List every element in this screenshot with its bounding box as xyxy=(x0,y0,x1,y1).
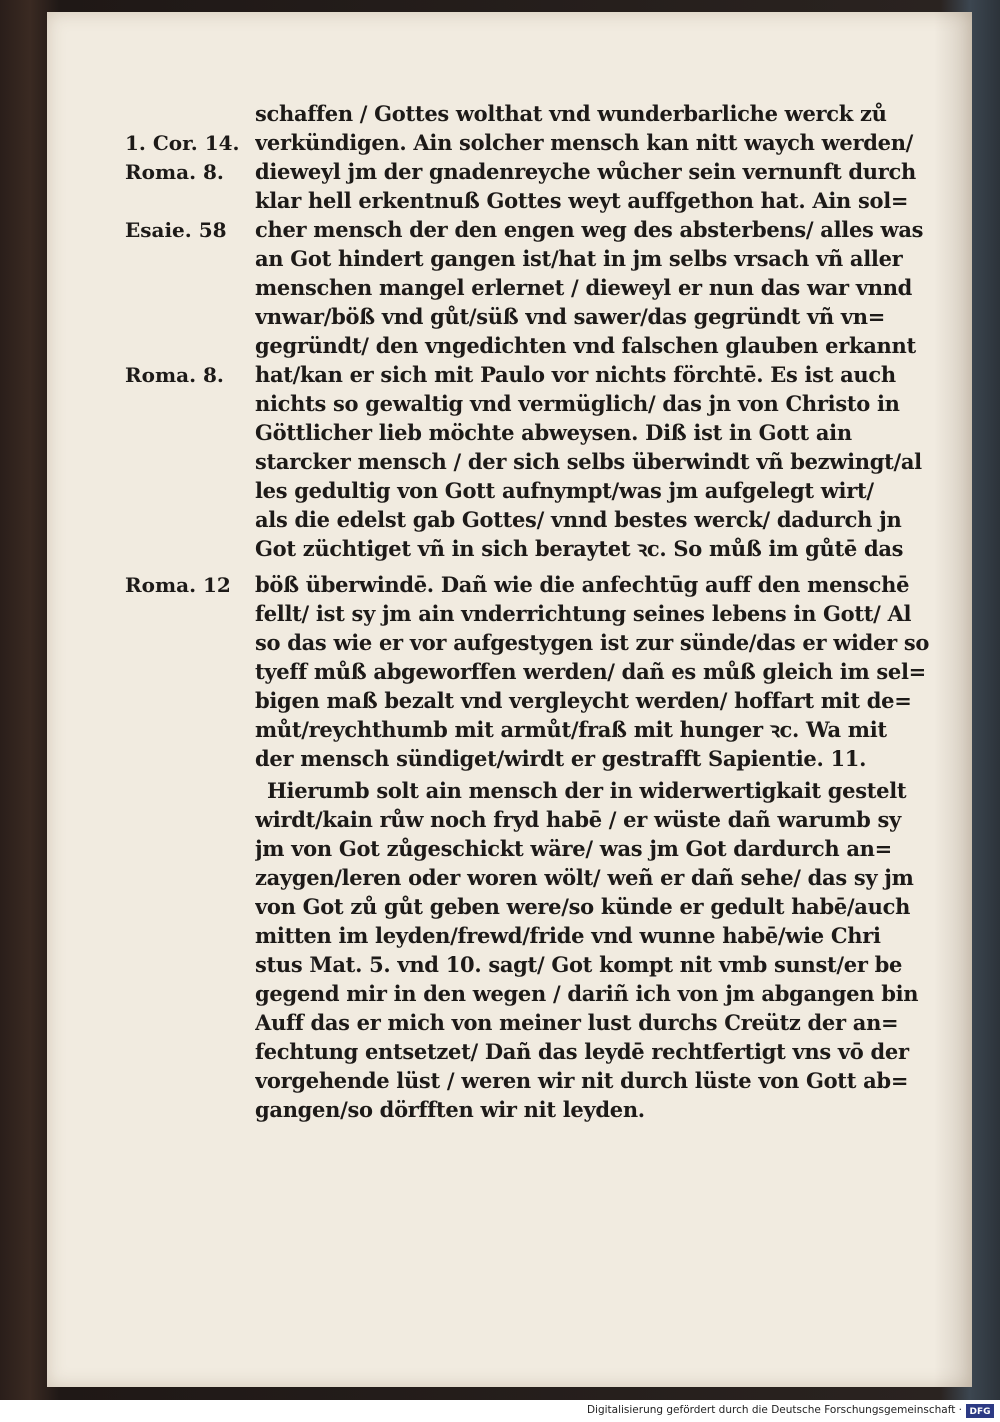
text-line: von Got zů gůt geben were/so künde er gedult habē/auch xyxy=(255,894,911,919)
text-line: starcker mensch / der sich selbs überwindt vñ bezwingt/al xyxy=(255,449,922,474)
text-line: cher mensch der den engen weg des absterbens/ alles was xyxy=(255,217,924,242)
text-line: verkündigen. Ain solcher mensch kan nitt waych werden/ xyxy=(255,130,914,155)
paragraph-start-line: Hierumb solt ain mensch der in widerwertigkait gestelt xyxy=(267,778,907,803)
dfg-logo: DFG xyxy=(966,1404,994,1418)
text-line: gangen/so dörfften wir nit leyden. xyxy=(255,1097,645,1122)
text-line: jm von Got zůgeschickt wäre/ was jm Got dardurch an= xyxy=(255,836,892,861)
text-line: böß überwindē. Dañ wie die anfechtūg auff den menschē xyxy=(255,572,910,597)
margin-note: Roma. 8. xyxy=(125,160,224,184)
margin-note: Roma. 12 xyxy=(125,573,231,597)
text-line: tyeff můß abgeworffen werden/ dañ es můß gleich im sel= xyxy=(255,659,926,684)
funding-notice: Digitalisierung gefördert durch die Deutsche Forschungsgemeinschaft · xyxy=(586,1404,962,1416)
text-line: bigen maß bezalt vnd vergleycht werden/ hoffart mit de= xyxy=(255,688,912,713)
text-line: les gedultig von Gott aufnympt/was jm aufgelegt wirt/ xyxy=(255,478,874,503)
footer-bar xyxy=(0,1400,1000,1422)
text-line: fechtung entsetzet/ Dañ das leydē rechtfertigt vns vō der xyxy=(255,1039,909,1064)
text-line: zaygen/leren oder woren wölt/ weñ er dañ sehe/ das sy jm xyxy=(255,865,914,890)
text-line: menschen mangel erlernet / dieweyl er nun das war vnnd xyxy=(255,275,913,300)
text-line: gegend mir in den wegen / dariñ ich von jm abgangen bin xyxy=(255,981,919,1006)
text-line: gegründt/ den vngedichten vnd falschen glauben erkannt xyxy=(255,333,916,358)
text-line: schaffen / Gottes wolthat vnd wunderbarliche werck zů xyxy=(255,101,887,126)
margin-note: Esaie. 58 xyxy=(125,218,227,242)
text-line: mitten im leyden/frewd/fride vnd wunne habē/wie Chri xyxy=(255,923,881,948)
text-line: můt/reychthumb mit armůt/fraß mit hunger ꝛc. Wa mit xyxy=(255,717,887,742)
text-line: so das wie er vor aufgestygen ist zur sünde/das er wider so xyxy=(255,630,930,655)
text-line: als die edelst gab Gottes/ vnnd bestes werck/ dadurch jn xyxy=(255,507,902,532)
book-page xyxy=(47,12,972,1387)
text-line: klar hell erkentnuß Gottes weyt auffgethon hat. Ain sol= xyxy=(255,188,909,213)
margin-note: Roma. 8. xyxy=(125,363,224,387)
text-line: fellt/ ist sy jm ain vnderrichtung seines lebens in Gott/ Al xyxy=(255,601,912,626)
text-line: hat/kan er sich mit Paulo vor nichts förchtē. Es ist auch xyxy=(255,362,896,387)
margin-note: 1. Cor. 14. xyxy=(125,131,240,155)
text-line: vnwar/böß vnd gůt/süß vnd sawer/das gegründt vñ vn= xyxy=(255,304,886,329)
text-line: an Got hindert gangen ist/hat in jm selbs vrsach vñ aller xyxy=(255,246,903,271)
text-line: wirdt/kain růw noch fryd habē / er wüste dañ warumb sy xyxy=(255,807,901,832)
page-text-block xyxy=(47,12,972,1387)
text-line: Auff das er mich von meiner lust durchs Creütz der an= xyxy=(255,1010,899,1035)
text-line: Got züchtiget vñ in sich beraytet ꝛc. So můß im gůtē das xyxy=(255,536,904,561)
text-line: Göttlicher lieb möchte abweysen. Diß ist in Gott ain xyxy=(255,420,852,445)
text-line: dieweyl jm der gnadenreyche wůcher sein vernunft durch xyxy=(255,159,916,184)
text-line: der mensch sündiget/wirdt er gestrafft Sapientie. 11. xyxy=(255,746,867,771)
text-line: nichts so gewaltig vnd vermüglich/ das jn von Christo in xyxy=(255,391,900,416)
text-line: stus Mat. 5. vnd 10. sagt/ Got kompt nit vmb sunst/er be xyxy=(255,952,903,977)
text-line: vorgehende lüst / weren wir nit durch lüste von Gott ab= xyxy=(255,1068,909,1093)
